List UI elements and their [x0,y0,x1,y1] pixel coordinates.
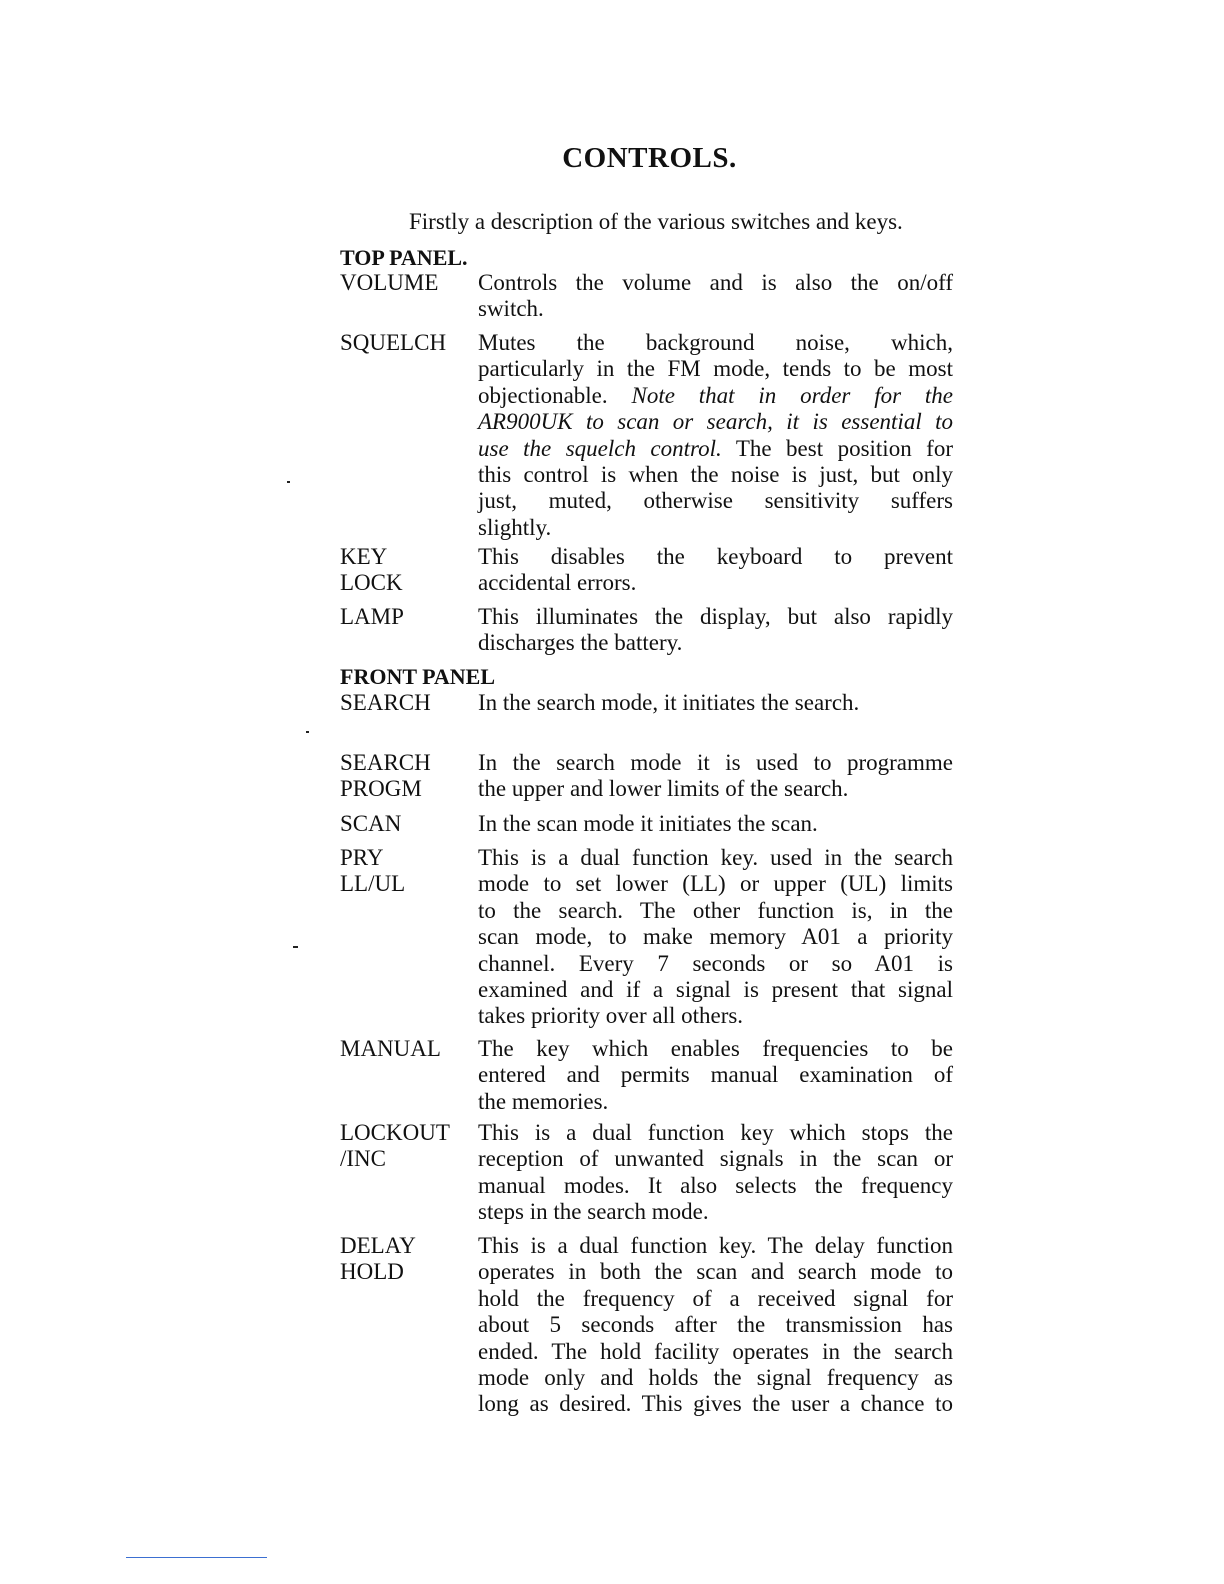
control-term: LAMP [340,604,404,629]
control-term: MANUAL [340,1036,441,1061]
control-term: SCAN [340,811,402,836]
control-description: This is a dual function key which stops the reception of unwanted signals in the scan or manual modes. It also selects the frequency steps in the search mode. [478,1120,953,1225]
scan-speck [287,481,290,483]
intro-text: Firstly a description of the various switches and keys. [409,209,903,234]
control-description: Controls the volume and is also the on/off switch. [478,270,953,322]
control-term: VOLUME [340,270,439,295]
control-term: LOCKOUT /INC [340,1120,450,1172]
control-description: This is a dual function key. used in the search mode to set lower (LL) or upper (UL) limits to the search. The other function is, in the scan mode, to make memory A01 a priority channel. Every 7 seconds or so A01 is examined and if a signal is present that signal takes priority over all others. [478,845,953,1029]
control-description: This disables the keyboard to prevent accidental errors. [478,544,953,596]
control-description: In the search mode, it initiates the search. [478,690,860,715]
control-description: The key which enables frequencies to be entered and permits manual examination of the memories. [478,1036,953,1114]
control-term: SQUELCH [340,330,447,355]
desc-line-mixed: objectionable. Note that in order for the [478,382,953,408]
section-heading-front-panel: FRONT PANEL [340,664,496,689]
control-term: SEARCH [340,690,431,715]
desc-line-italic: AR900UK to scan or search, it is essential to [478,409,953,435]
footnote-rule [126,1557,267,1558]
section-heading-top-panel: TOP PANEL. [340,245,468,270]
scan-speck [293,946,298,948]
scan-speck [306,731,309,733]
control-description: This illuminates the display, but also rapidly discharges the battery. [478,604,953,656]
control-term: PRY LL/UL [340,845,406,897]
desc-line-mixed: use the squelch control. The best position for [478,435,953,461]
page-title: CONTROLS. [562,142,737,174]
control-term: DELAY HOLD [340,1233,416,1285]
control-term: SEARCH PROGM [340,750,431,802]
control-description: In the search mode it is used to programme the upper and lower limits of the search. [478,750,953,802]
control-description: This is a dual function key. The delay function operates in both the scan and search mode to hold the frequency of a received signal for about 5 seconds after the transmission has ended. The hold facility operates in the search mode only and holds the signal frequency as long as desired. This gives the user a chance to [478,1233,953,1417]
control-term: KEY LOCK [340,544,403,596]
control-description: Mutes the background noise, which, particularly in the FM mode, tends to be most objectionable. Note that in order for the AR900UK to scan or search, it is essential to use the squelch control. The best position for this control is when the noise is just, but only just, muted, otherwise sensitivity suffers slightly. [478,330,953,540]
control-description: In the scan mode it initiates the scan. [478,811,818,836]
